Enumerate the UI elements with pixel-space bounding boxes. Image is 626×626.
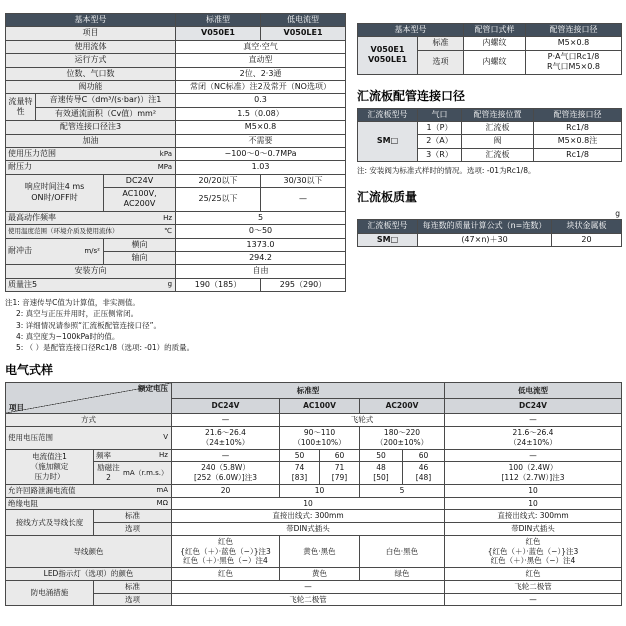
manifold-port-title: 汇流板配管连接口径 — [357, 88, 466, 103]
spec-notes — [5, 297, 345, 353]
spec-label-function: 阀功能 — [6, 80, 176, 93]
spec-label-weight-text: 质量注5 — [8, 279, 38, 289]
electrical-surge-standard-low: 飞轮二极管 — [445, 580, 622, 593]
electrical-table — [5, 382, 622, 606]
electrical-led-ac200: 绿色 — [360, 568, 445, 581]
spec-value-pressure-range: −100～0～0.7MPa — [176, 147, 346, 160]
electrical-excitation-ac100-50: 74 [83] — [280, 462, 320, 485]
electrical-method-ac: 飞轮式 — [280, 414, 445, 427]
electrical-surge-standard-label: 标准 — [94, 580, 172, 593]
electrical-excitation-low: 100（2.4W） [112（2.7W）]注3 — [445, 462, 622, 485]
electrical-wire-color-ac100: 黄色·黑色 — [280, 535, 360, 567]
spec-label-lubrication: 加油 — [6, 134, 176, 147]
electrical-row-leakage — [6, 484, 622, 497]
spec-row-proof-pressure — [6, 161, 346, 174]
electrical-row-excitation — [6, 462, 622, 485]
spec-col-header-standard: 标准型 — [176, 14, 261, 27]
electrical-wiring-option-value: 带DIN式插头 — [172, 523, 445, 536]
electrical-excitation-ac200-60: 46 [48] — [403, 462, 445, 485]
spec-value-effective-area: 1.5（0.08） — [176, 107, 346, 120]
electrical-excitation-ac200-50: 48 [50] — [360, 462, 403, 485]
manifold-port-note: 注: 安装阀为标准式样时的情况。选项: -01为Rc1/8。 — [357, 166, 536, 176]
manifold-port-size-p: Rc1/8 — [534, 121, 622, 134]
manifold-port-size-r: Rc1/8 — [534, 148, 622, 161]
manifold-port-position-a: 阀 — [462, 135, 534, 148]
spec-value-function: 常闭（NC标准）注2及常开（NO选项） — [176, 80, 346, 93]
spec-row-pressure-range — [6, 147, 346, 160]
valve-port-table — [357, 23, 622, 75]
electrical-unit-voltage-range: V — [163, 433, 168, 442]
electrical-frequency-dc: — — [172, 449, 280, 462]
spec-row-actuation — [6, 54, 346, 67]
spec-value-fluid: 真空·空气 — [176, 40, 346, 53]
spec-row-positions — [6, 67, 346, 80]
valve-port-header-model: 基本型号 — [358, 24, 464, 37]
spec-value-actuation: 直动型 — [176, 54, 346, 67]
electrical-surge-standard-value: — — [172, 580, 445, 593]
valve-port-header-size: 配管连接口径 — [526, 24, 622, 37]
electrical-header-row-1 — [6, 383, 622, 399]
manifold-port-row-p — [358, 121, 622, 134]
manifold-weight-unit: g — [615, 209, 620, 219]
electrical-surge-option-label: 选项 — [94, 593, 172, 606]
electrical-label-excitation — [94, 462, 172, 485]
spec-label-temperature — [6, 225, 176, 238]
electrical-corner-diagonal — [6, 383, 171, 413]
electrical-wire-color-low: 红色 {红色（＋）·蓝色（−）}注3 红色（＋）·黑色（−）注4 — [445, 535, 622, 567]
electrical-frequency-low: — — [445, 449, 622, 462]
manifold-port-header-model: 汇流板型号 — [358, 108, 418, 121]
electrical-insulation-standard: 10 — [172, 497, 445, 510]
electrical-method-dc: — — [172, 414, 280, 427]
spec-value-positions: 2位、2·3通 — [176, 67, 346, 80]
spec-label-weight — [6, 278, 176, 291]
spec-section — [5, 13, 345, 353]
electrical-label-led: LED指示灯（选项）的颜色 — [6, 568, 172, 581]
electrical-method-low: — — [445, 414, 622, 427]
electrical-label-leakage — [6, 484, 172, 497]
spec-note-3: 3: 详细情况请参照“汇流板配管连接口径”。 — [16, 320, 161, 330]
electrical-label-insulation — [6, 497, 172, 510]
manifold-weight-title: 汇流板质量 — [357, 190, 418, 205]
spec-value-mounting: 自由 — [176, 265, 346, 278]
spec-model-low-current: V050LE1 — [261, 27, 346, 40]
spec-row-mounting — [6, 265, 346, 278]
spec-model-standard: V050E1 — [176, 27, 261, 40]
spec-unit-proof-pressure: MPa — [157, 162, 173, 171]
electrical-label-frequency — [94, 449, 172, 462]
electrical-label-method: 方式 — [6, 414, 172, 427]
electrical-volt-ac200v: AC200V — [360, 398, 445, 414]
electrical-unit-insulation: MΩ — [156, 499, 168, 508]
spec-value-max-frequency: 5 — [176, 211, 346, 224]
spec-row-function — [6, 80, 346, 93]
manifold-weight-model: SM□ — [358, 233, 418, 246]
spec-label-proof-pressure — [6, 161, 176, 174]
manifold-port-position-r: 汇流板 — [462, 148, 534, 161]
manifold-port-header-position: 配管连接位置 — [462, 108, 534, 121]
spec-label-shock — [6, 238, 104, 265]
electrical-row-frequency — [6, 449, 622, 462]
electrical-row-surge-option — [6, 593, 622, 606]
electrical-volt-ac100v: AC100V — [280, 398, 360, 414]
electrical-title: 电气式样 — [5, 363, 54, 378]
spec-value-shock-axial: 294.2 — [176, 252, 346, 265]
spec-unit-pressure-range: kPa — [159, 149, 173, 158]
electrical-row-insulation — [6, 497, 622, 510]
electrical-section — [5, 361, 621, 606]
spec-note-5: 5: （ ）是配管连接口径Rc1/8（选项: -01）的质量。 — [16, 343, 195, 353]
spec-unit-shock: m/s² — [84, 246, 100, 255]
spec-label-pressure-range-text: 使用压力范围 — [8, 148, 56, 158]
spec-label-sonic-conductance: 音速传导C（dm³/(s·bar)）注1 — [36, 94, 176, 107]
manifold-port-position-p: 汇流板 — [462, 121, 534, 134]
electrical-unit-leakage: mA — [156, 486, 168, 495]
spec-label-mounting: 安装方向 — [6, 265, 176, 278]
electrical-corner-cell — [6, 383, 172, 414]
electrical-voltage-range-ac200: 180～220 （200±10%） — [360, 427, 445, 450]
valve-port-style-standard: 内螺纹 — [464, 37, 526, 50]
spec-sublabel-shock-axial: 轴向 — [104, 252, 176, 265]
valve-port-row-standard — [358, 37, 622, 50]
piping-section — [357, 13, 622, 247]
valve-port-kind-standard: 标准 — [418, 37, 464, 50]
electrical-row-method — [6, 414, 622, 427]
electrical-wiring-standard-low: 直接出线式: 300mm — [445, 510, 622, 523]
electrical-led-ac100: 黄色 — [280, 568, 360, 581]
electrical-row-voltage-range — [6, 427, 622, 450]
electrical-excitation-ac100-60: 71 [79] — [320, 462, 360, 485]
spec-value-port-size: M5×0.8 — [176, 121, 346, 134]
spec-label-positions: 位数、气口数 — [6, 67, 176, 80]
electrical-label-voltage-range — [6, 427, 172, 450]
spec-value-weight-low: 295（290） — [261, 278, 346, 291]
valve-port-size-option: P·A气口Rc1/8 R气口M5×0.8 — [526, 50, 622, 74]
electrical-voltage-range-ac100: 90～110 （100±10%） — [280, 427, 360, 450]
electrical-label-insulation-text: 绝缘电阻 — [8, 498, 38, 508]
valve-port-model: V050E1 V050LE1 — [358, 37, 418, 74]
electrical-led-dc: 红色 — [172, 568, 280, 581]
spec-value-response-ac-low: — — [261, 188, 346, 212]
electrical-volt-low-dc24v: DC24V — [445, 398, 622, 414]
electrical-label-leakage-text: 允许回路泄漏电流值 — [8, 485, 76, 495]
spec-label-proof-pressure-text: 耐压力 — [8, 162, 32, 172]
manifold-port-port-p: 1（P） — [418, 121, 462, 134]
electrical-label-excitation-text: 励磁注2 — [97, 463, 120, 483]
electrical-unit-excitation: mA（r.m.s.） — [123, 468, 168, 477]
spec-row-temperature — [6, 225, 346, 238]
valve-port-kind-option: 选项 — [418, 50, 464, 74]
electrical-led-low: 红色 — [445, 568, 622, 581]
spec-label-temperature-text: 使用温度范围（环境介质及使用流体） — [8, 227, 119, 236]
electrical-row-surge-standard — [6, 580, 622, 593]
manifold-weight-header-plate: 块状金属板 — [552, 220, 622, 233]
spec-value-shock-lateral: 1373.0 — [176, 238, 346, 251]
manifold-weight-plate: 20 — [552, 233, 622, 246]
electrical-group-low-current: 低电流型 — [445, 383, 622, 399]
spec-row-weight — [6, 278, 346, 291]
electrical-leakage-low: 10 — [445, 484, 622, 497]
spec-value-lubrication: 不需要 — [176, 134, 346, 147]
valve-port-header-style: 配管口式样 — [464, 24, 526, 37]
electrical-surge-option-low: — — [445, 593, 622, 606]
electrical-excitation-dc: 240（5.8W） [252（6.0W）]注3 — [172, 462, 280, 485]
spec-table — [5, 13, 346, 292]
electrical-wire-color-dc: 红色 {红色（＋）·蓝色（−）}注3 红色（＋）·黑色（−）注4 — [172, 535, 280, 567]
electrical-frequency-ac100-50: 50 — [280, 449, 320, 462]
electrical-group-surge: 防电涌措施 — [6, 580, 94, 606]
electrical-label-frequency-text: 频率 — [96, 450, 111, 460]
electrical-label-wire-color: 导线颜色 — [6, 535, 172, 567]
spec-model-row — [6, 27, 346, 40]
manifold-port-port-a: 2（A） — [418, 135, 462, 148]
spec-corner-item: 项目 — [6, 27, 176, 40]
electrical-wiring-option-label: 选项 — [94, 523, 172, 536]
spec-row-lubrication — [6, 134, 346, 147]
electrical-row-wiring-standard — [6, 510, 622, 523]
electrical-label-voltage-range-text: 使用电压范围 — [8, 433, 53, 443]
valve-port-style-option: 内螺纹 — [464, 50, 526, 74]
manifold-weight-header-model: 汇流板型号 — [358, 220, 418, 233]
spec-label-max-frequency — [6, 211, 176, 224]
spec-row-max-frequency — [6, 211, 346, 224]
electrical-voltage-range-low: 21.6～26.4 （24±10%） — [445, 427, 622, 450]
spec-label-shock-text: 耐冲击 — [8, 246, 32, 256]
spec-row-fluid — [6, 40, 346, 53]
spec-group-flow-characteristics: 流量特性 — [6, 94, 36, 121]
spec-sublabel-response-dc24v: DC24V — [104, 174, 176, 187]
electrical-wiring-standard-label: 标准 — [94, 510, 172, 523]
electrical-leakage-dc: 20 — [172, 484, 280, 497]
electrical-group-wiring: 接线方式及导线长度 — [6, 510, 94, 536]
electrical-group-current: 电流值注1 （施加额定 压力时） — [6, 449, 94, 484]
spec-value-temperature: 0～50 — [176, 225, 346, 238]
spec-value-response-ac-standard: 25/25以下 — [176, 188, 261, 212]
spec-header-row — [6, 14, 346, 27]
electrical-row-wiring-option — [6, 523, 622, 536]
valve-port-header-row — [358, 24, 622, 37]
spec-corner-basic-model: 基本型号 — [6, 14, 176, 27]
valve-port-size-standard: M5×0.8 — [526, 37, 622, 50]
spec-row-sonic — [6, 94, 346, 107]
top-section — [5, 13, 621, 353]
electrical-wiring-option-low: 带DIN式插头 — [445, 523, 622, 536]
manifold-weight-formula: (47×n)＋30 — [418, 233, 552, 246]
manifold-port-table — [357, 108, 622, 163]
manifold-port-size-a: M5×0.8注 — [534, 135, 622, 148]
manifold-port-header-port: 气口 — [418, 108, 462, 121]
electrical-row-led — [6, 568, 622, 581]
spec-row-shock-lateral — [6, 238, 346, 251]
spec-note-4: 4: 真空度为−100kPa时的值。 — [16, 331, 120, 341]
electrical-corner-rated-voltage: 额定电压 — [138, 384, 168, 394]
spec-sublabel-response-ac: AC100V, AC200V — [104, 188, 176, 212]
spec-row-port-size — [6, 121, 346, 134]
spec-value-sonic-conductance: 0.3 — [176, 94, 346, 107]
electrical-insulation-low: 10 — [445, 497, 622, 510]
spec-row-response-dc — [6, 174, 346, 187]
electrical-volt-dc24v: DC24V — [172, 398, 280, 414]
spec-note-2: 2: 真空与正压并用时，正压侧常闭。 — [16, 309, 139, 319]
spec-label-fluid: 使用流体 — [6, 40, 176, 53]
manifold-weight-row — [358, 233, 622, 246]
spec-value-proof-pressure: 1.03 — [176, 161, 346, 174]
electrical-frequency-ac200-60: 60 — [403, 449, 445, 462]
electrical-frequency-ac100-60: 60 — [320, 449, 360, 462]
spec-unit-weight: g — [167, 280, 173, 289]
spec-row-effective-area — [6, 107, 346, 120]
spec-label-max-frequency-text: 最高动作频率 — [8, 212, 56, 222]
manifold-weight-table — [357, 219, 622, 247]
spec-value-response-dc-standard: 20/20以下 — [176, 174, 261, 187]
electrical-corner-item: 项目 — [9, 402, 24, 412]
spec-label-port-size: 配管连接口径注3 — [6, 121, 176, 134]
manifold-weight-header-formula: 每连数的质量计算公式（n=连数） — [418, 220, 552, 233]
spec-col-header-low-current: 低电流型 — [261, 14, 346, 27]
electrical-frequency-ac200-50: 50 — [360, 449, 403, 462]
electrical-unit-frequency: Hz — [159, 451, 168, 460]
spec-label-pressure-range — [6, 147, 176, 160]
spec-value-response-dc-low: 30/30以下 — [261, 174, 346, 187]
electrical-row-wire-color — [6, 535, 622, 567]
spec-sublabel-shock-lateral: 横向 — [104, 238, 176, 251]
electrical-wiring-standard-value: 直接出线式: 300mm — [172, 510, 445, 523]
electrical-surge-option-value: 飞轮二极管 — [172, 593, 445, 606]
electrical-group-standard: 标准型 — [172, 383, 445, 399]
spec-unit-temperature: ℃ — [164, 226, 173, 235]
spec-label-actuation: 运行方式 — [6, 54, 176, 67]
spec-value-weight-standard: 190（185） — [176, 278, 261, 291]
manifold-port-header-size: 配管连接口径 — [534, 108, 622, 121]
spec-note-1: 注1: 音速传导C值为计算值，非实测值。 — [5, 298, 140, 308]
manifold-port-port-r: 3（R） — [418, 148, 462, 161]
spec-label-response-time: 响应时间注4 ms ON时/OFF时 — [6, 174, 104, 211]
spec-label-effective-area: 有效通流面积（Cv值）mm² — [36, 107, 176, 120]
manifold-port-header-row — [358, 108, 622, 121]
spec-unit-max-frequency: Hz — [163, 213, 173, 222]
manifold-port-model: SM□ — [358, 121, 418, 161]
electrical-voltage-range-dc: 21.6～26.4 （24±10%） — [172, 427, 280, 450]
electrical-leakage-ac200: 5 — [360, 484, 445, 497]
electrical-wire-color-ac200: 白色·黑色 — [360, 535, 445, 567]
manifold-weight-header-row — [358, 220, 622, 233]
electrical-leakage-ac100: 10 — [280, 484, 360, 497]
